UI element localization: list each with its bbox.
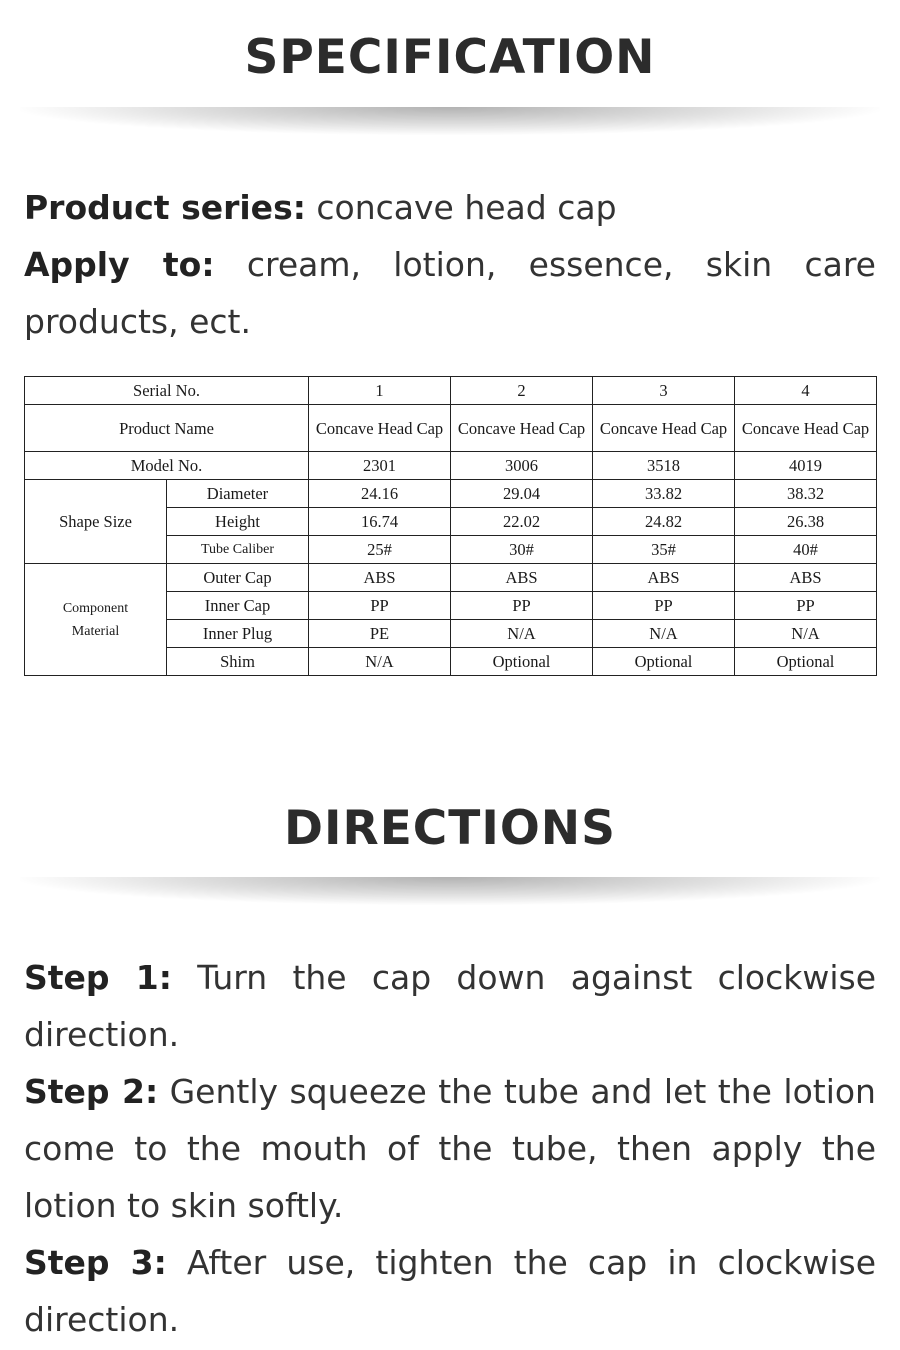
apply-to-label: Apply to: <box>24 245 215 284</box>
product-series-line <box>24 179 876 236</box>
table-cell: Concave Head Cap <box>451 405 593 452</box>
directions-steps <box>24 949 876 1348</box>
table-row-diameter <box>25 480 877 508</box>
table-row-product-name <box>25 405 877 452</box>
table-cell: 30# <box>451 536 593 564</box>
table-cell: 40# <box>735 536 877 564</box>
table-row-model <box>25 452 877 480</box>
table-cell: ABS <box>451 564 593 592</box>
product-name-header: Product Name <box>25 405 309 452</box>
table-cell: PE <box>309 620 451 648</box>
table-cell: 4 <box>735 377 877 405</box>
table-cell: 26.38 <box>735 508 877 536</box>
table-cell: ABS <box>309 564 451 592</box>
step-item <box>24 1234 876 1348</box>
table-cell: 24.16 <box>309 480 451 508</box>
step-label: Step 3: <box>24 1243 167 1282</box>
specification-heading: SPECIFICATION <box>244 30 656 85</box>
table-cell: ABS <box>735 564 877 592</box>
table-cell: 22.02 <box>451 508 593 536</box>
height-header: Height <box>167 508 309 536</box>
outer-cap-header: Outer Cap <box>167 564 309 592</box>
shim-header: Shim <box>167 648 309 676</box>
table-cell: Concave Head Cap <box>735 405 877 452</box>
table-cell: PP <box>451 592 593 620</box>
step-label: Step 2: <box>24 1072 159 1111</box>
table-cell: 35# <box>593 536 735 564</box>
table-cell: Optional <box>451 648 593 676</box>
step-text: Turn the cap down against clockwise direction. <box>24 958 876 1054</box>
step-label: Step 1: <box>24 958 172 997</box>
step-item <box>24 1063 876 1234</box>
table-cell: 1 <box>309 377 451 405</box>
table-cell: PP <box>735 592 877 620</box>
table-cell: Optional <box>593 648 735 676</box>
table-cell: 4019 <box>735 452 877 480</box>
table-cell: Concave Head Cap <box>309 405 451 452</box>
inner-plug-header: Inner Plug <box>167 620 309 648</box>
table-row-serial <box>25 377 877 405</box>
product-intro <box>24 179 876 350</box>
directions-heading: DIRECTIONS <box>284 801 616 856</box>
table-cell: N/A <box>735 620 877 648</box>
step-text: Gently squeeze the tube and let the lotion come to the mouth of the tube, then apply the lotion to skin softly. <box>24 1072 876 1225</box>
table-cell: 2 <box>451 377 593 405</box>
table-cell: N/A <box>451 620 593 648</box>
section-divider-shadow <box>20 107 880 135</box>
step-item <box>24 949 876 1063</box>
product-series-value: concave head cap <box>305 188 617 227</box>
table-cell: N/A <box>593 620 735 648</box>
apply-to-line <box>24 236 876 350</box>
diameter-header: Diameter <box>167 480 309 508</box>
table-cell: N/A <box>309 648 451 676</box>
table-cell: 38.32 <box>735 480 877 508</box>
table-cell: ABS <box>593 564 735 592</box>
shape-size-header: Shape Size <box>25 480 167 564</box>
product-series-label: Product series: <box>24 188 306 227</box>
table-cell: 2301 <box>309 452 451 480</box>
model-header: Model No. <box>25 452 309 480</box>
table-row-outer-cap <box>25 564 877 592</box>
table-cell: PP <box>309 592 451 620</box>
step-text: After use, tighten the cap in clockwise direction. <box>24 1243 876 1339</box>
table-cell: Concave Head Cap <box>593 405 735 452</box>
apply-to-value: cream, lotion, essence, skin care products, ect. <box>24 245 876 341</box>
table-cell: 29.04 <box>451 480 593 508</box>
serial-header: Serial No. <box>25 377 309 405</box>
table-cell: 16.74 <box>309 508 451 536</box>
table-cell: 24.82 <box>593 508 735 536</box>
section-divider-shadow <box>20 877 880 905</box>
table-cell: 33.82 <box>593 480 735 508</box>
table-cell: 3518 <box>593 452 735 480</box>
table-cell: 25# <box>309 536 451 564</box>
inner-cap-header: Inner Cap <box>167 592 309 620</box>
table-cell: Optional <box>735 648 877 676</box>
table-cell: PP <box>593 592 735 620</box>
table-cell: 3006 <box>451 452 593 480</box>
tube-caliber-header: Tube Caliber <box>167 536 309 564</box>
specification-table <box>24 376 877 676</box>
table-cell: 3 <box>593 377 735 405</box>
component-material-header: Component Material <box>25 564 167 676</box>
